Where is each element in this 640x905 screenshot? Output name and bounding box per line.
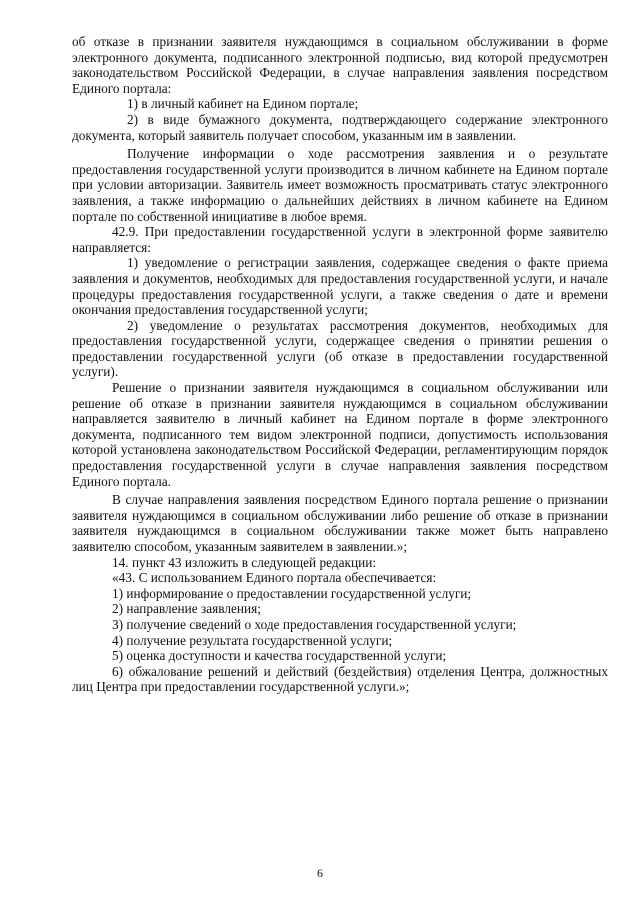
paragraph-43-heading: «43. С использованием Единого портала обеспечивается: <box>112 570 437 586</box>
paragraph-status-information: Получение информации о ходе рассмотрения заявления и о результате предоставления государственной услуги производится в личном кабинете на Едином портале при условии авторизации. Заявитель имеет возможность просматривать статус электронного заявления, а также информацию о дальнейших действиях в личном кабинете на Едином портале по собственной инициативе в любое время. <box>72 146 608 224</box>
paragraph-decision-delivery: Решение о признании заявителя нуждающимся в социальном обслуживании или решение об отказе в признании заявителя нуждающимся в социальном обслуживании направляется заявителю в личный кабинет на Едином портале в форме электронного документа, подписанного тем видом электронной подписи, допустимость использования которой установлена законодательством Российской Федерации, регламентирующим порядок предоставления государственной услуги в случае направления заявления посредством Единого портала. <box>72 380 608 489</box>
paragraph-alternative-delivery: В случае направления заявления посредством Единого портала решение о признании заявителя нуждающимся в социальном обслуживании либо решение об отказе в признании заявителя нуждающимся в социальном обслуживании также может быть направлено заявителю способом, указанным заявителем в заявлении.»; <box>72 492 608 554</box>
list-item-sending-application: 2) направление заявления; <box>112 601 261 617</box>
list-item-appeal: 6) обжалование решений и действий (бездействия) отделения Центра, должностных лиц Центра при предоставлении государственной услуги.»; <box>72 663 608 695</box>
list-item-informing: 1) информирование о предоставлении государственной услуги; <box>112 585 472 601</box>
page-number: 6 <box>317 866 323 880</box>
list-item-personal-cabinet: 1) в личный кабинет на Едином портале; <box>127 96 359 112</box>
list-item-registration-notice: 1) уведомление о регистрации заявления, содержащее сведения о факте приема заявления и документов, необходимых для предоставления государственной услуги, и начале процедуры предоставления государственной услуги, а также сведения о дате и времени окончания предоставления государственной услуги; <box>72 255 608 318</box>
document-body <box>72 34 608 695</box>
paragraph-42-9: 42.9. При предоставлении государственной услуги в электронной форме заявителю направляется: <box>72 224 608 255</box>
list-item-paper-document: 2) в виде бумажного документа, подтверждающего содержание электронного документа, который заявитель получает способом, указанным им в заявлении. <box>72 111 608 143</box>
list-item-results-notice: 2) уведомление о результатах рассмотрения документов, необходимых для предоставления государственной услуги, содержащее сведения о принятии решения о предоставлении государственной услуги (об отказе в предоставлении государственной услуги). <box>72 317 608 380</box>
list-item-quality-assessment: 5) оценка доступности и качества государственной услуги; <box>112 648 447 664</box>
list-item-receiving-result: 4) получение результата государственной услуги; <box>112 632 393 648</box>
paragraph-item-14: 14. пункт 43 изложить в следующей редакции: <box>112 554 377 570</box>
list-item-progress-info: 3) получение сведений о ходе предоставления государственной услуги; <box>112 616 517 632</box>
paragraph-refusal-decision-continuation: об отказе в признании заявителя нуждающимся в социальном обслуживании в форме электронного документа, подписанного электронной подписью, вид которой предусмотрен законодательством Российской Федерации, в случае направления заявления посредством Единого портала: <box>72 34 608 96</box>
